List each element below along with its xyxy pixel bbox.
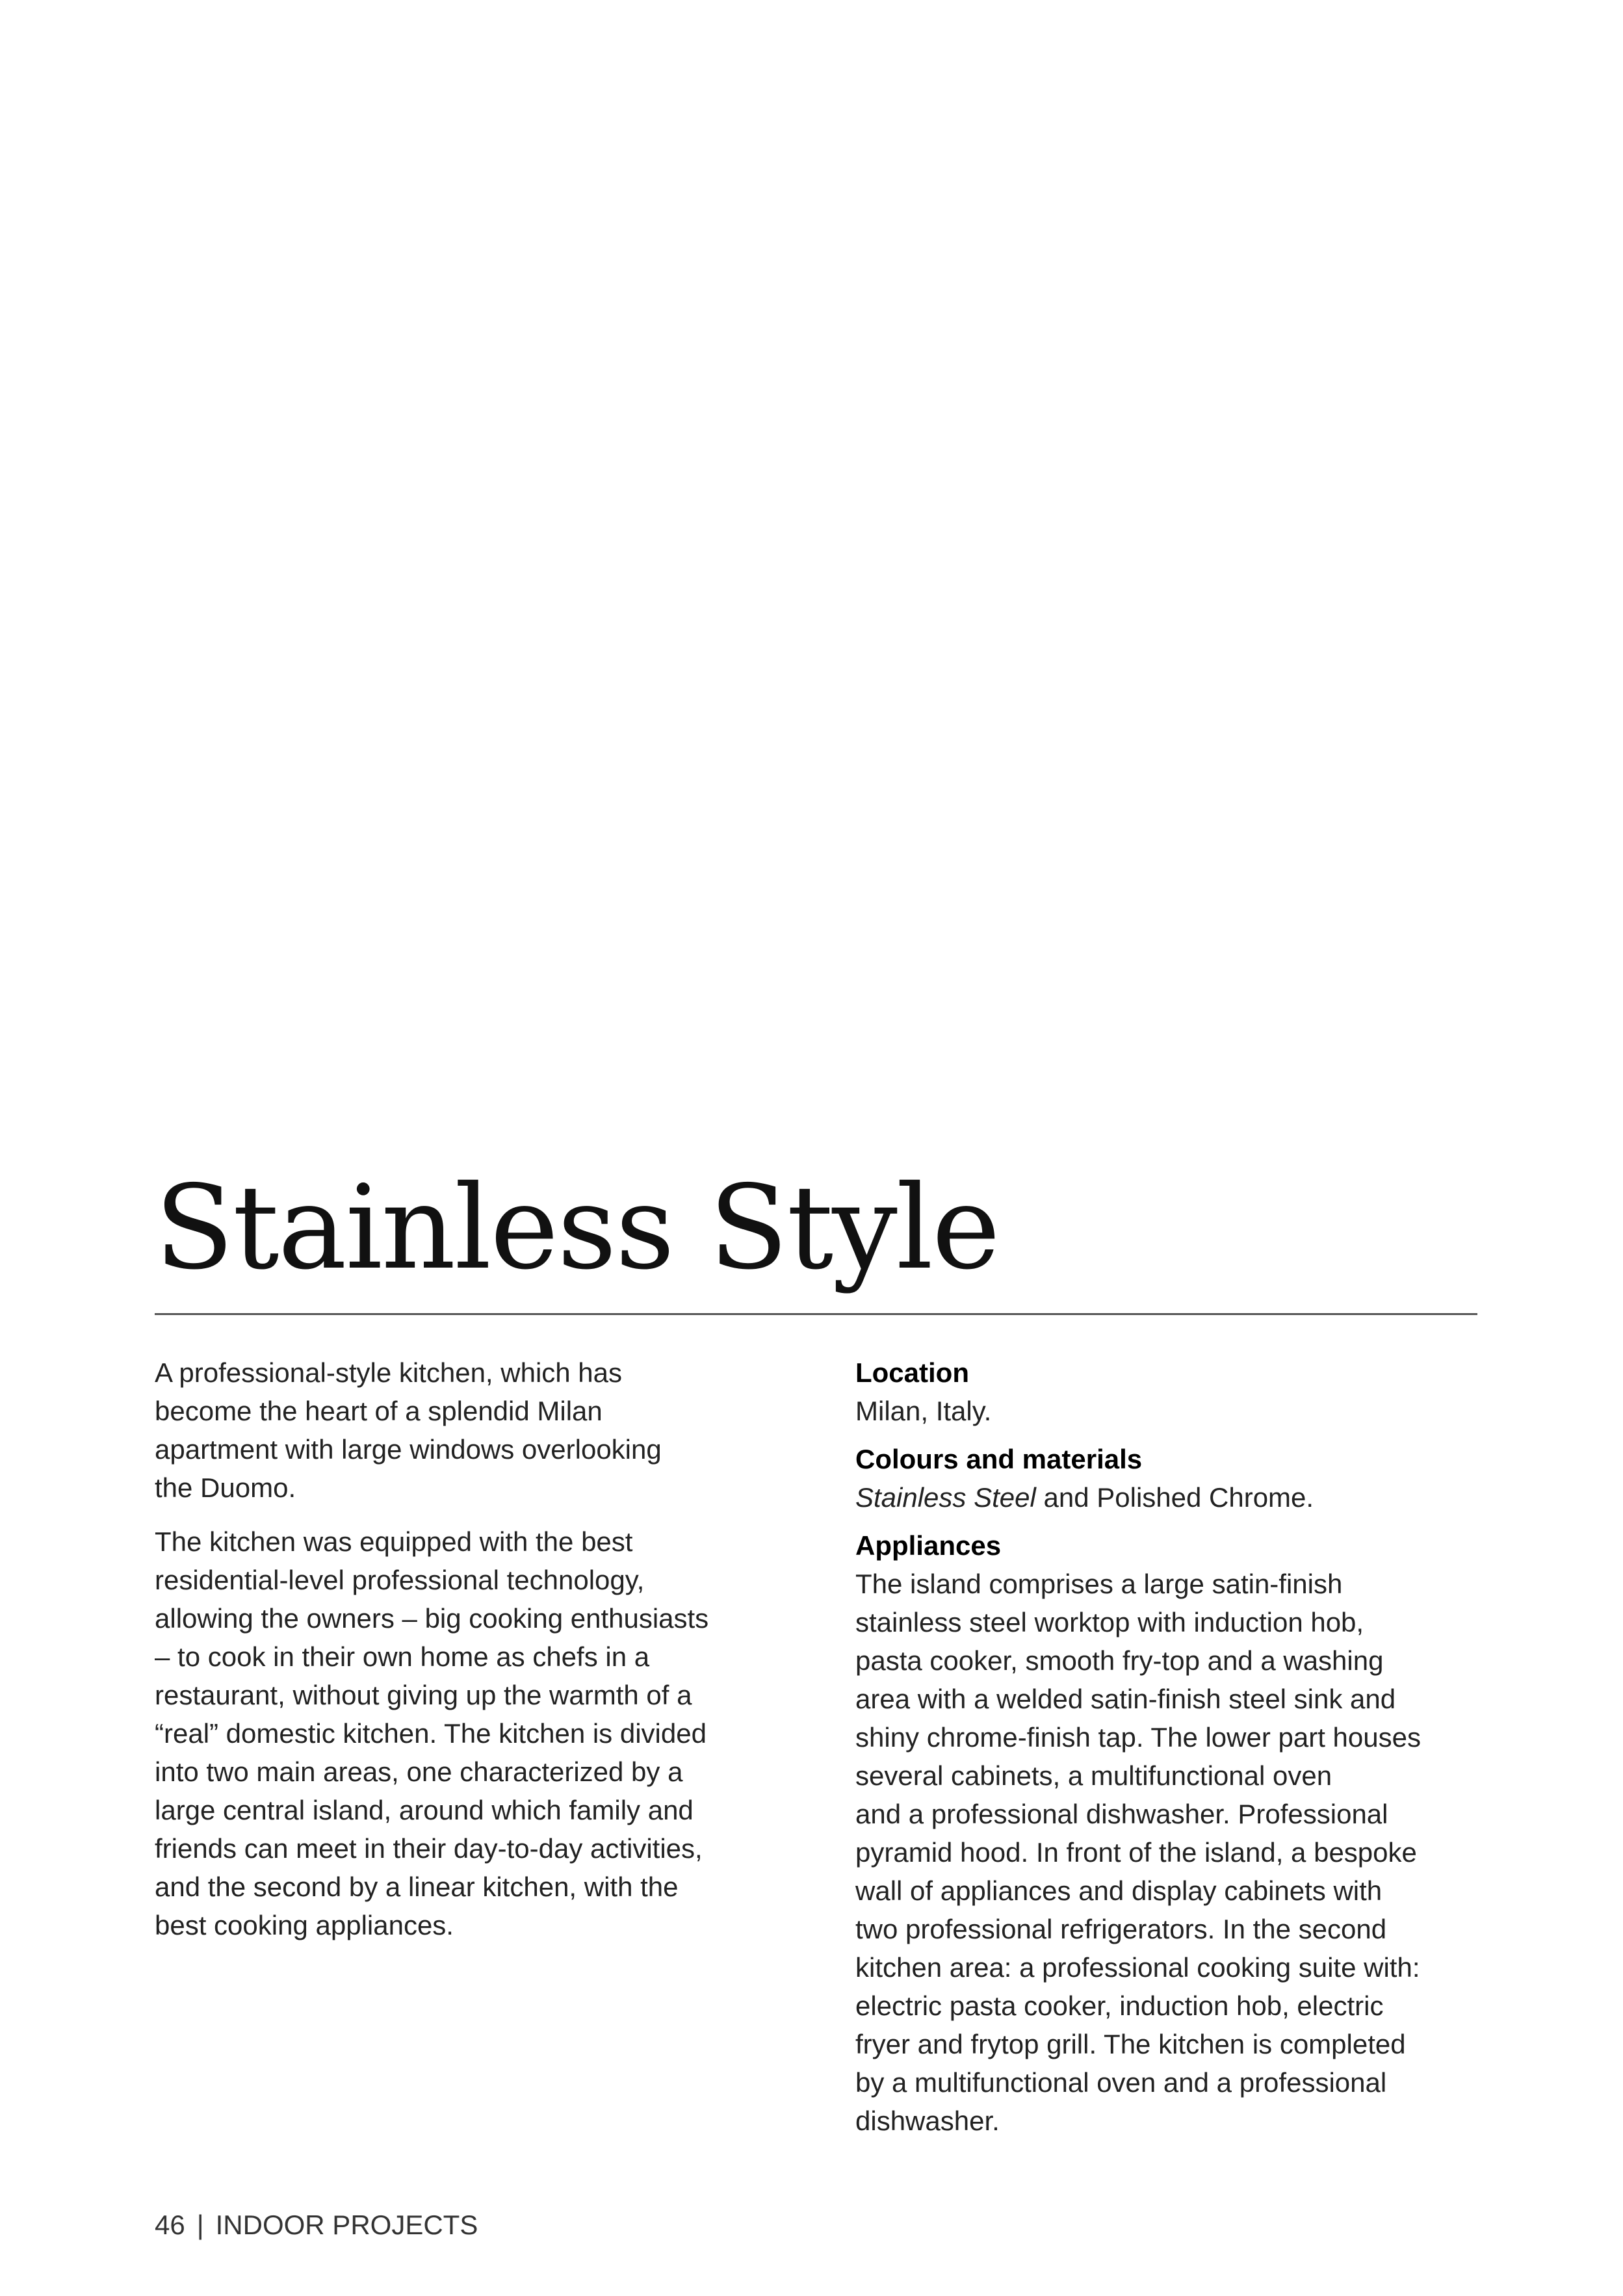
intro-column xyxy=(155,1353,785,1960)
details-column xyxy=(855,1353,1496,2150)
colours-label: Colours and materials xyxy=(855,1444,1143,1474)
intro-paragraph-2: The kitchen was equipped with the best residential-level professional technology, allowing the owners – big cooking enthusiasts – to cook in their own home as chefs in a restaurant, without giving up the warmth of a “real” domestic kitchen. The kitchen is divided into two main areas, one characterized by a large central island, around which family and friends can meet in their day-to-day activities, and the second by a linear kitchen, with the best cooking appliances. xyxy=(155,1526,709,1940)
page-number: 46 xyxy=(155,2210,185,2240)
appliances-block xyxy=(855,1526,1496,2140)
appliances-value: The island comprises a large satin-finish stainless steel worktop with induction hob, pasta cooker, smooth fry-top and a washing area with a welded satin-finish steel sink and shiny chrome-finish tap. The lower part houses several cabinets, a multifunctional oven and a professional dishwasher. Professional pyramid hood. In front of the island, a bespoke wall of appliances and display cabinets with two professional refrigerators. In the second kitchen area: a professional cooking suite with: electric pasta cooker, induction hob, electric fryer and frytop grill. The kitchen is completed by a multifunctional oven and a professional dishwasher. xyxy=(855,1569,1421,2136)
location-block xyxy=(855,1353,1496,1430)
title-divider xyxy=(155,1313,1477,1315)
location-value: Milan, Italy. xyxy=(855,1396,992,1426)
colours-value xyxy=(855,1478,1496,1517)
intro-paragraph-1: A professional-style kitchen, which has become the heart of a splendid Milan apartment with large windows overlooking the Duomo. xyxy=(155,1357,662,1503)
appliances-label: Appliances xyxy=(855,1530,1002,1561)
location-label: Location xyxy=(855,1357,969,1388)
page-footer xyxy=(155,2206,478,2244)
colours-block xyxy=(855,1440,1496,1517)
page-title: Stainless Style xyxy=(155,1160,1000,1295)
colours-value-rest: and Polished Chrome. xyxy=(1035,1482,1314,1513)
section-name: INDOOR PROJECTS xyxy=(215,2210,478,2240)
colours-value-italic: Stainless Steel xyxy=(855,1482,1036,1513)
footer-separator: | xyxy=(196,2210,204,2240)
